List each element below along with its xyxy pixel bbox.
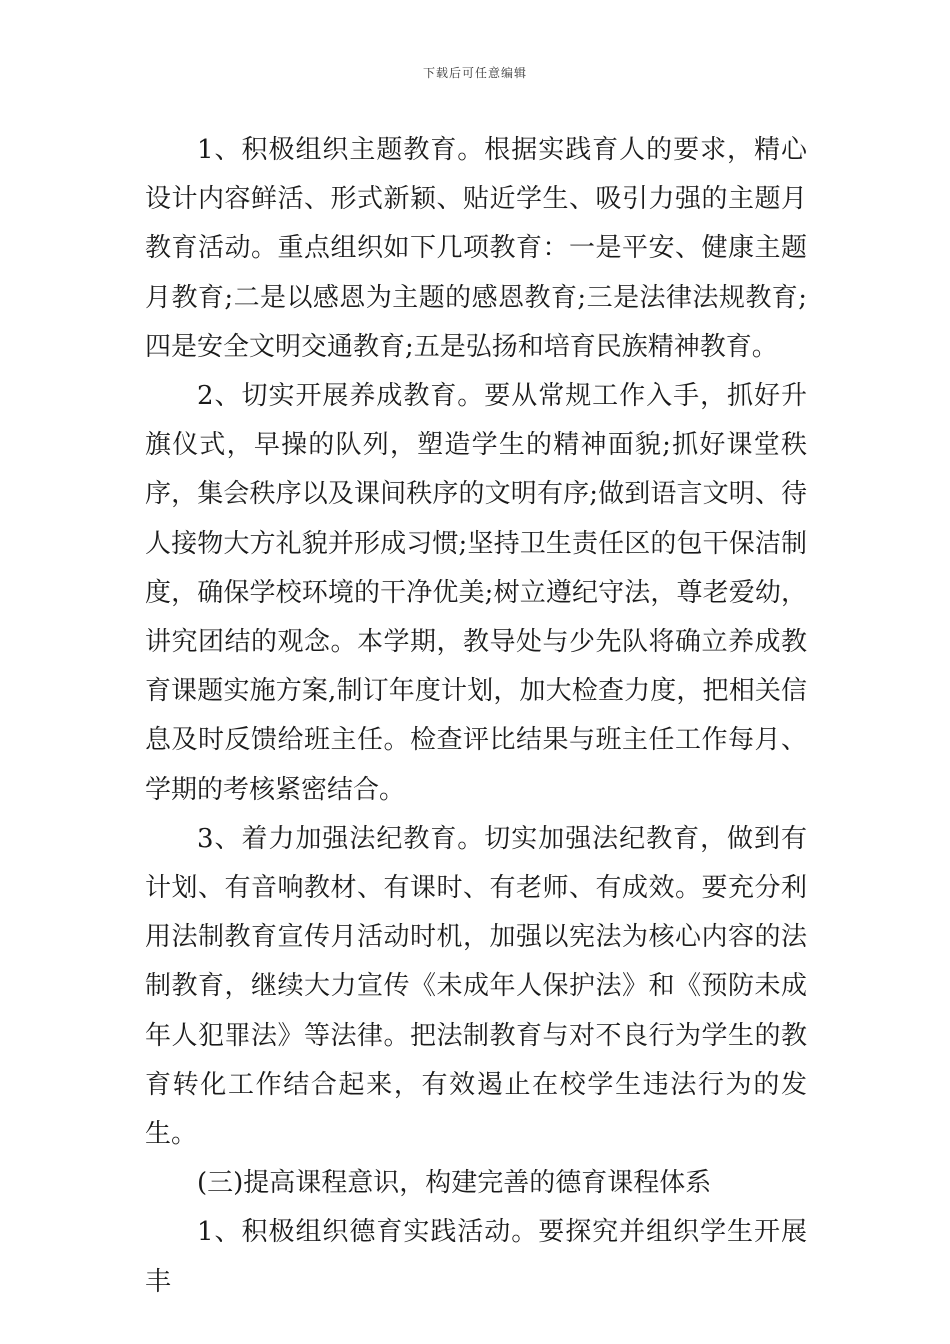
paragraph-habit-education: 2、切实开展养成教育。要从常规工作入手，抓好升旗仪式，早操的队列，塑造学生的精神面貌;抓好课堂秩序，集会秩序以及课间秩序的文明有序;做到语言文明、待人接物大方礼貌并形成习惯;坚持卫生责任区的包干保洁制度，确保学校环境的干净优美;树立遵纪守法，尊老爱幼，讲究团结的观念。本学期，教导处与少先队将确立养成教育课题实施方案,制订年度计划，加大检查力度，把相关信息及时反馈给班主任。检查评比结果与班主任工作每月、学期的考核紧密结合。 xyxy=(145,381,807,805)
paragraph-practice-activities: 1、积极组织德育实践活动。要探究并组织学生开展丰 xyxy=(145,1217,807,1297)
page-header: 下载后可任意编辑 xyxy=(422,66,527,80)
paragraph-law-education: 3、着力加强法纪教育。切实加强法纪教育，做到有计划、有音响教材、有课时、有老师、有成效。要充分利用法制教育宣传月活动时机，加强以宪法为核心内容的法制教育，继续大力宣传《未成年人保护法》和《预防未成年人犯罪法》等法律。把法制教育与对不良行为学生的教育转化工作结合起来，有效遏止在校学生违法行为的发生。 xyxy=(145,823,807,1150)
paragraph-theme-education: 1、积极组织主题教育。根据实践育人的要求，精心设计内容鲜活、形式新颖、贴近学生、吸引力强的主题月教育活动。重点组织如下几项教育：一是平安、健康主题月教育;二是以感恩为主题的感恩教育;三是法律法规教育;四是安全文明交通教育;五是弘扬和培育民族精神教育。 xyxy=(145,135,807,362)
section-heading-curriculum: (三)提高课程意识，构建完善的德育课程体系 xyxy=(197,1168,712,1199)
document-body xyxy=(145,126,807,1307)
